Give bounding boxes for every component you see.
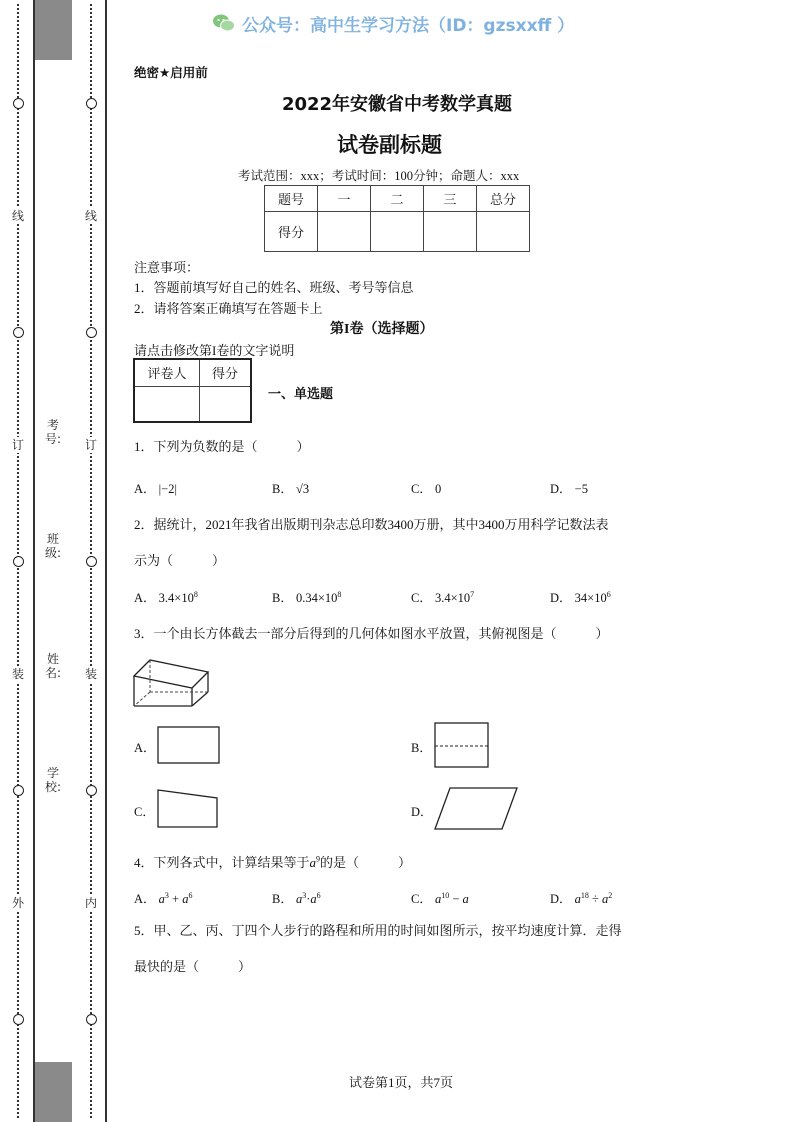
q1-option-b — [272, 479, 309, 497]
question-4-stem — [134, 852, 411, 871]
option-operator: ÷ — [592, 892, 599, 906]
notice-item: 1．答题前填写好自己的姓名、班级、考号等信息 — [134, 280, 414, 295]
option-var: a — [462, 892, 469, 906]
score-header-cell: 总分 — [477, 186, 530, 212]
grader-cell — [134, 386, 200, 422]
score-header-cell: 题号 — [265, 186, 318, 212]
inner-marker-ding: 订 — [84, 438, 97, 452]
question-1-stem: 1．下列为负数的是（ ） — [134, 439, 310, 454]
paper-title: 2022年安徽省中考数学真题 — [281, 94, 513, 115]
q3-option-c-figure — [157, 788, 221, 830]
option-exponent: 18 — [580, 890, 589, 900]
score-cell — [424, 212, 477, 252]
outer-marker-ding: 订 — [11, 438, 24, 452]
option-var: a — [574, 892, 581, 906]
circle-icon — [86, 785, 97, 796]
question-5-stem-line2: 最快的是（ ） — [134, 959, 252, 974]
exam-info: 考试范围：xxx；考试时间：100分钟；命题人：xxx — [238, 169, 520, 183]
inner-marker-xian: 线 — [84, 209, 97, 223]
option-exponent: 2 — [608, 890, 613, 900]
option-letter: C． — [411, 591, 432, 605]
option-operator: · — [306, 892, 311, 906]
margin-separator-line — [33, 0, 35, 1122]
option-exponent: 7 — [470, 589, 475, 599]
question-3-stem: 3．一个由长方体截去一部分后得到的几何体如图水平放置，其俯视图是（ ） — [134, 626, 609, 641]
q4-option-b — [272, 889, 321, 907]
option-var: a — [310, 892, 317, 906]
outer-marker-wai: 外 — [11, 896, 24, 910]
option-text: −5 — [574, 482, 588, 496]
notice-item: 2．请将答案正确填写在答题卡上 — [134, 301, 323, 316]
option-var: a — [434, 892, 442, 906]
stem-exponent: 9 — [316, 854, 321, 864]
circle-icon — [13, 327, 24, 338]
score-header-cell: 三 — [424, 186, 477, 212]
option-letter: D． — [550, 892, 572, 906]
option-exponent: 8 — [337, 589, 342, 599]
q3-option-a-label: A． — [134, 741, 156, 755]
option-text: |−2| — [158, 482, 177, 496]
option-base: 0.34×10 — [295, 591, 338, 605]
grader-header-cell: 评卷人 — [134, 359, 200, 386]
volume-title: 第I卷（选择题） — [330, 322, 434, 337]
outer-marker-xian: 线 — [11, 209, 24, 223]
label-name: 姓名: — [45, 652, 62, 680]
q4-option-c — [411, 889, 469, 907]
option-var: a — [602, 892, 609, 906]
wechat-icon — [212, 13, 236, 33]
grader-header-cell: 得分 — [200, 359, 252, 386]
paper-subtitle: 试卷副标题 — [337, 133, 442, 157]
label-class: 班级: — [45, 532, 62, 560]
volume-note: 请点击修改第I卷的文字说明 — [134, 343, 295, 358]
q3-option-b-figure — [434, 722, 490, 770]
option-base: 34×10 — [574, 591, 607, 605]
solid-figure — [132, 656, 212, 712]
option-letter: B． — [272, 892, 293, 906]
option-letter: C． — [411, 482, 432, 496]
question-2-stem-line2: 示为（ ） — [134, 553, 226, 568]
inner-marker-nei: 内 — [84, 896, 97, 910]
score-header-cell: 二 — [371, 186, 424, 212]
score-cell — [371, 212, 424, 252]
q3-option-b-label: B． — [411, 741, 432, 755]
stem-variable: a — [309, 855, 317, 870]
q1-option-c — [411, 479, 441, 497]
option-operator: − — [452, 892, 460, 906]
option-operator: + — [172, 892, 180, 906]
q2-option-b — [272, 588, 341, 606]
q3-option-c-label: C． — [134, 805, 155, 819]
score-cell — [318, 212, 371, 252]
top-grey-block — [35, 0, 72, 60]
option-letter: A． — [134, 892, 156, 906]
score-row-label: 得分 — [265, 212, 318, 252]
wechat-header — [212, 10, 574, 36]
q1-option-a — [134, 479, 177, 497]
option-exponent: 10 — [441, 890, 450, 900]
circle-icon — [13, 785, 24, 796]
page-info: 试卷第1页，共7页 — [348, 1075, 453, 1090]
score-table — [264, 185, 530, 252]
option-letter: A． — [134, 482, 156, 496]
option-exponent: 6 — [188, 890, 193, 900]
option-exponent: 6 — [316, 890, 321, 900]
footer-wrap — [0, 1072, 794, 1091]
circle-icon — [86, 556, 97, 567]
inner-marker-zhuang: 装 — [84, 667, 97, 681]
option-exponent: 3 — [164, 890, 169, 900]
q3-option-d-figure — [434, 786, 520, 832]
q2-option-a — [134, 588, 198, 606]
q4-option-a — [134, 889, 192, 907]
q2-option-c — [411, 588, 474, 606]
option-letter: A． — [134, 591, 156, 605]
grader-table — [133, 358, 252, 423]
option-letter: B． — [272, 482, 293, 496]
option-var: a — [295, 892, 303, 906]
outer-marker-zhuang: 装 — [11, 667, 24, 681]
q2-option-d — [550, 588, 611, 606]
wechat-account-label: 公众号：高中生学习方法（ID：gzsxxff ） — [242, 15, 575, 36]
label-exam-number: 考号: — [45, 418, 62, 446]
option-exponent: 8 — [193, 589, 198, 599]
option-letter: C． — [411, 892, 432, 906]
circle-icon — [86, 1014, 97, 1025]
circle-icon — [86, 327, 97, 338]
q3-option-d-label: D． — [411, 805, 433, 819]
option-letter: D． — [550, 482, 572, 496]
option-base: 3.4×10 — [158, 591, 194, 605]
bottom-grey-block — [35, 1062, 72, 1122]
q1-option-d — [550, 479, 588, 497]
circle-icon — [13, 556, 24, 567]
q3-option-a-figure — [157, 726, 221, 766]
title-wrap — [0, 90, 794, 116]
option-text: 0 — [434, 482, 442, 496]
section-title: 一、单选题 — [268, 387, 334, 402]
option-var: a — [182, 892, 189, 906]
score-cell — [477, 212, 530, 252]
stem-text: 的是（ ） — [320, 855, 412, 870]
option-text: √3 — [295, 482, 310, 496]
content-border-line — [105, 0, 107, 1122]
score-header-cell: 一 — [318, 186, 371, 212]
circle-icon — [13, 1014, 24, 1025]
option-base: 3.4×10 — [434, 591, 471, 605]
stem-text: 4．下列各式中，计算结果等于 — [134, 855, 310, 870]
option-var: a — [158, 892, 165, 906]
question-5-stem-line1: 5．甲、乙、丙、丁四个人步行的路程和所用的时间如图所示，按平均速度计算．走得 — [134, 923, 622, 938]
question-2-stem-line1: 2．据统计，2021年我省出版期刊杂志总印数3400万册，其中3400万用科学记数法表 — [134, 517, 609, 532]
option-letter: B． — [272, 591, 293, 605]
secret-mark: 绝密★启用前 — [134, 65, 208, 80]
option-exponent: 6 — [606, 589, 611, 599]
notice-title: 注意事项： — [134, 260, 200, 275]
option-letter: D． — [550, 591, 572, 605]
q4-option-d — [550, 889, 612, 907]
option-exponent: 3 — [302, 890, 307, 900]
grader-cell — [200, 386, 252, 422]
label-school: 学校: — [45, 766, 62, 794]
